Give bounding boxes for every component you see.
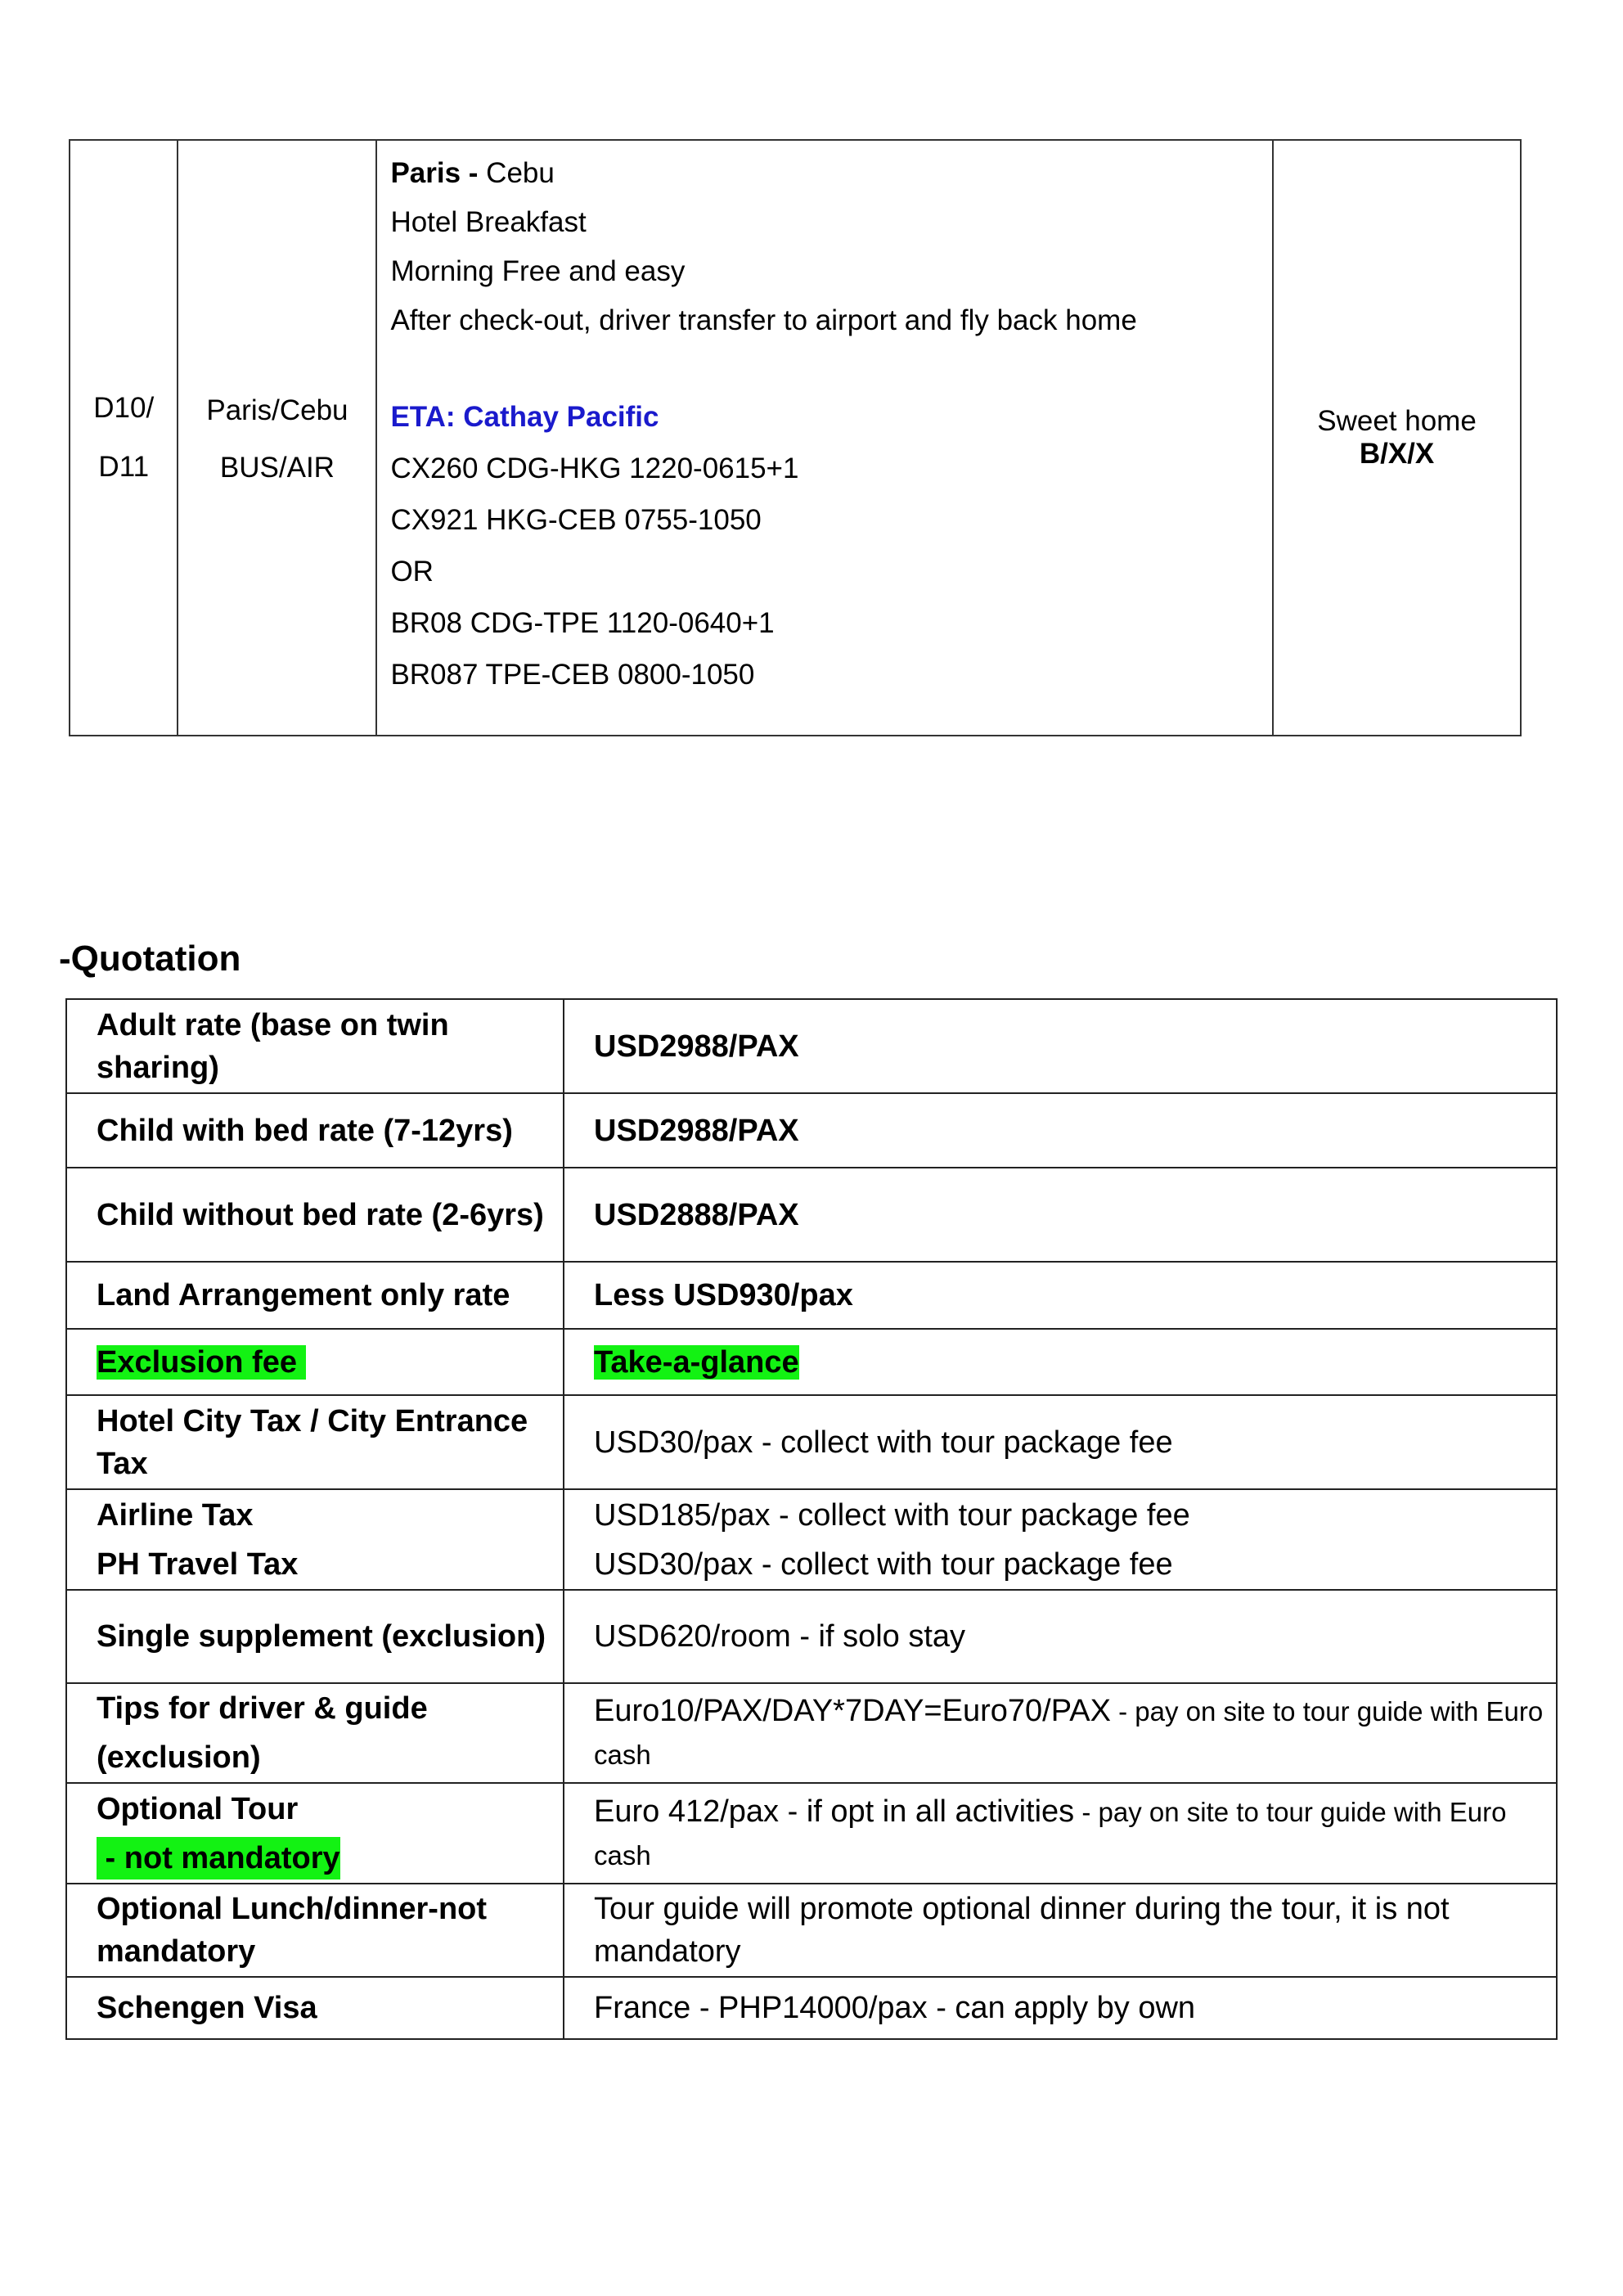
table-row <box>66 1093 1557 1168</box>
row-value: Tour guide will promote optional dinner during the tour, it is not mandatory <box>564 1884 1557 1977</box>
row-value: USD620/room - if solo stay <box>564 1590 1557 1683</box>
desc-line: Morning Free and easy <box>390 255 686 287</box>
row-label: Single supplement (exclusion) <box>66 1590 564 1683</box>
row-value: USD2988/PAX <box>564 1093 1557 1168</box>
row-value: France - PHP14000/pax - can apply by own <box>564 1977 1557 2039</box>
row-value <box>564 1783 1557 1884</box>
table-row <box>66 1783 1557 1884</box>
table-row <box>66 1168 1557 1262</box>
row-value: USD2988/PAX <box>564 999 1557 1093</box>
itinerary-row <box>70 140 1521 736</box>
accommodation-label: Sweet home <box>1317 405 1477 437</box>
value-note: - pay on site to tour guide with Euro cash <box>594 1796 1514 1871</box>
row-value: USD2888/PAX <box>564 1168 1557 1262</box>
table-row <box>66 1329 1557 1395</box>
label-line: Tips for driver & guide <box>97 1691 428 1726</box>
row-label <box>66 1783 564 1884</box>
row-label: Schengen Visa <box>66 1977 564 2039</box>
highlighted-label: Exclusion fee <box>97 1344 306 1380</box>
desc-line: Hotel Breakfast <box>390 206 587 238</box>
spacer <box>390 345 1272 391</box>
itinerary-table <box>69 139 1522 736</box>
row-label <box>66 1329 564 1395</box>
day-cell <box>70 140 178 736</box>
table-row <box>66 1489 1557 1590</box>
description-cell <box>376 140 1273 736</box>
row-value <box>564 1683 1557 1783</box>
row-label <box>66 1683 564 1783</box>
value-note: - pay on site to tour guide with Euro cash <box>594 1696 1551 1770</box>
row-label: Optional Lunch/dinner-not mandatory <box>66 1884 564 1977</box>
row-label: Land Arrangement only rate <box>66 1262 564 1329</box>
row-label: Child without bed rate (2-6yrs) <box>66 1168 564 1262</box>
section-heading: -Quotation <box>59 939 241 979</box>
meal-code: B/X/X <box>1359 438 1435 470</box>
desc-line: After check-out, driver transfer to airport and fly back home <box>390 304 1137 336</box>
table-row <box>66 999 1557 1093</box>
row-label: Hotel City Tax / City Entrance Tax <box>66 1395 564 1489</box>
label-line: Optional Tour <box>97 1791 299 1826</box>
flight-line: BR087 TPE-CEB 0800-1050 <box>390 659 755 691</box>
table-row <box>66 1395 1557 1489</box>
route-label: Paris/Cebu <box>206 394 348 426</box>
label-line: (exclusion) <box>97 1740 261 1775</box>
flight-line: CX260 CDG-HKG 1220-0615+1 <box>390 452 799 484</box>
highlighted-label: - not mandatory <box>97 1837 340 1880</box>
day-title-rest: Cebu <box>478 157 555 189</box>
flight-line: BR08 CDG-TPE 1120-0640+1 <box>390 607 775 639</box>
route-cell <box>178 140 376 736</box>
table-row <box>66 1884 1557 1977</box>
value-line: USD30/pax - collect with tour package fee <box>594 1546 1173 1582</box>
table-row <box>66 1683 1557 1783</box>
day-label: D11 <box>98 451 150 483</box>
row-value <box>564 1489 1557 1590</box>
value-main: Euro 412/pax - if opt in all activities <box>594 1794 1075 1829</box>
day-title <box>390 149 1272 198</box>
row-label: Child with bed rate (7-12yrs) <box>66 1093 564 1168</box>
eta-airline: ETA: Cathay Pacific <box>390 401 659 433</box>
row-label <box>66 1489 564 1590</box>
table-row <box>66 1977 1557 2039</box>
accommodation-cell <box>1273 140 1521 736</box>
label-line: PH Travel Tax <box>97 1546 299 1582</box>
flight-or: OR <box>390 556 434 588</box>
quotation-table <box>65 998 1558 2040</box>
table-row <box>66 1590 1557 1683</box>
row-value: USD30/pax - collect with tour package fee <box>564 1395 1557 1489</box>
table-row <box>66 1262 1557 1329</box>
row-value <box>564 1329 1557 1395</box>
day-label: D10/ <box>93 392 155 424</box>
flight-line: CX921 HKG-CEB 0755-1050 <box>390 504 762 536</box>
label-line: Airline Tax <box>97 1497 254 1533</box>
row-value: Less USD930/pax <box>564 1262 1557 1329</box>
row-label: Adult rate (base on twin sharing) <box>66 999 564 1093</box>
highlighted-value: Take-a-glance <box>594 1344 799 1380</box>
value-line: USD185/pax - collect with tour package fee <box>594 1497 1190 1533</box>
value-main: Euro10/PAX/DAY*7DAY=Euro70/PAX <box>594 1694 1111 1728</box>
transport-label: BUS/AIR <box>219 452 335 484</box>
day-title-bold: Paris - <box>390 157 479 189</box>
